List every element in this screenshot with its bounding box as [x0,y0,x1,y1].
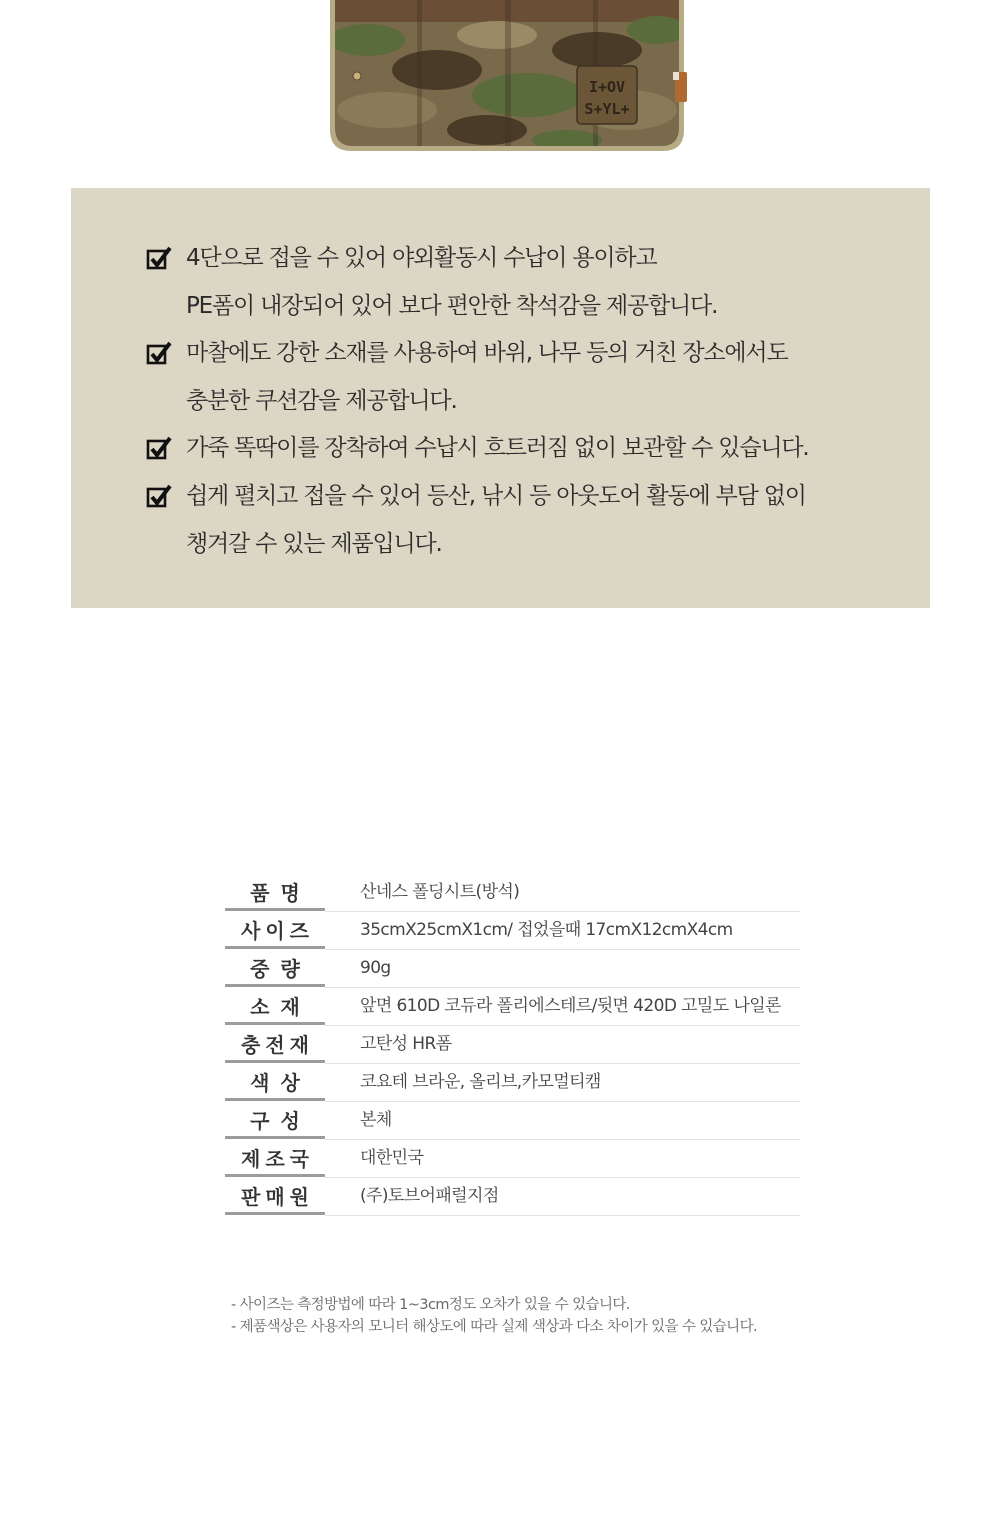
feature-text-line: 충분한 쿠션감을 제공합니다. [186,388,457,414]
spec-row-filling [225,1027,800,1065]
feature-text-line: 가죽 똑딱이를 장착하여 수납시 흐트러짐 없이 보관할 수 있습니다. [186,435,809,461]
spec-value: 코요테 브라운, 올리브,카모멀티캠 [325,1065,800,1102]
feature-text-line: 쉽게 펼치고 접을 수 있어 등산, 낚시 등 아웃도어 활동에 부담 없이 [186,483,806,509]
feature-panel [71,188,930,608]
spec-value: 본체 [325,1103,800,1140]
logo-line2: S+YL+ [584,100,630,118]
spec-row-size [225,913,800,951]
spec-table [225,875,800,1217]
spec-value: 90g [325,951,800,988]
spec-value: (주)토브어패럴지점 [325,1179,800,1216]
spec-row-composition [225,1103,800,1141]
spec-row-weight [225,951,800,989]
note-color: - 제품색상은 사용자의 모니터 해상도에 따라 실제 색상과 다소 차이가 있을 수 있습니다. [231,1319,757,1335]
spec-value: 고탄성 HR폼 [325,1027,800,1064]
spec-label: 품명 [225,875,325,911]
feature-text-line: 마찰에도 강한 소재를 사용하여 바위, 나무 등의 거친 장소에서도 [186,340,788,366]
feature-text-line: 챙겨갈 수 있는 제품입니다. [186,531,442,557]
spec-label: 소재 [225,989,325,1025]
checkbox-checked-icon [146,436,172,462]
spec-row-seller [225,1179,800,1217]
spec-row-material [225,989,800,1027]
spec-value: 35cmX25cmX1cm/ 접었을때 17cmX12cmX4cm [325,913,800,950]
spec-row-origin [225,1141,800,1179]
feature-text-line: 4단으로 접을 수 있어 야외활동시 수납이 용이하고 [186,245,657,271]
note-size: - 사이즈는 측정방법에 따라 1~3cm정도 오차가 있을 수 있습니다. [231,1297,630,1313]
checkbox-checked-icon [146,246,172,272]
spec-label: 색상 [225,1065,325,1101]
spec-value: 대한민국 [325,1141,800,1178]
spec-value: 앞면 610D 코듀라 폴리에스테르/뒷면 420D 고밀도 나일론 [325,989,800,1026]
disclaimer-notes [231,1294,831,1338]
checkbox-checked-icon [146,341,172,367]
spec-label: 판매원 [225,1179,325,1215]
product-image [327,0,687,152]
spec-label: 사이즈 [225,913,325,949]
logo-line1: I+OV [588,78,626,96]
spec-row-product-name [225,875,800,913]
feature-text-line: PE폼이 내장되어 있어 보다 편안한 착석감을 제공합니다. [186,293,718,319]
spec-row-color [225,1065,800,1103]
spec-label: 충전재 [225,1027,325,1063]
spec-label: 중량 [225,951,325,987]
spec-value: 산네스 폴딩시트(방석) [325,875,800,912]
spec-label: 구성 [225,1103,325,1139]
checkbox-checked-icon [146,484,172,510]
spec-label: 제조국 [225,1141,325,1177]
